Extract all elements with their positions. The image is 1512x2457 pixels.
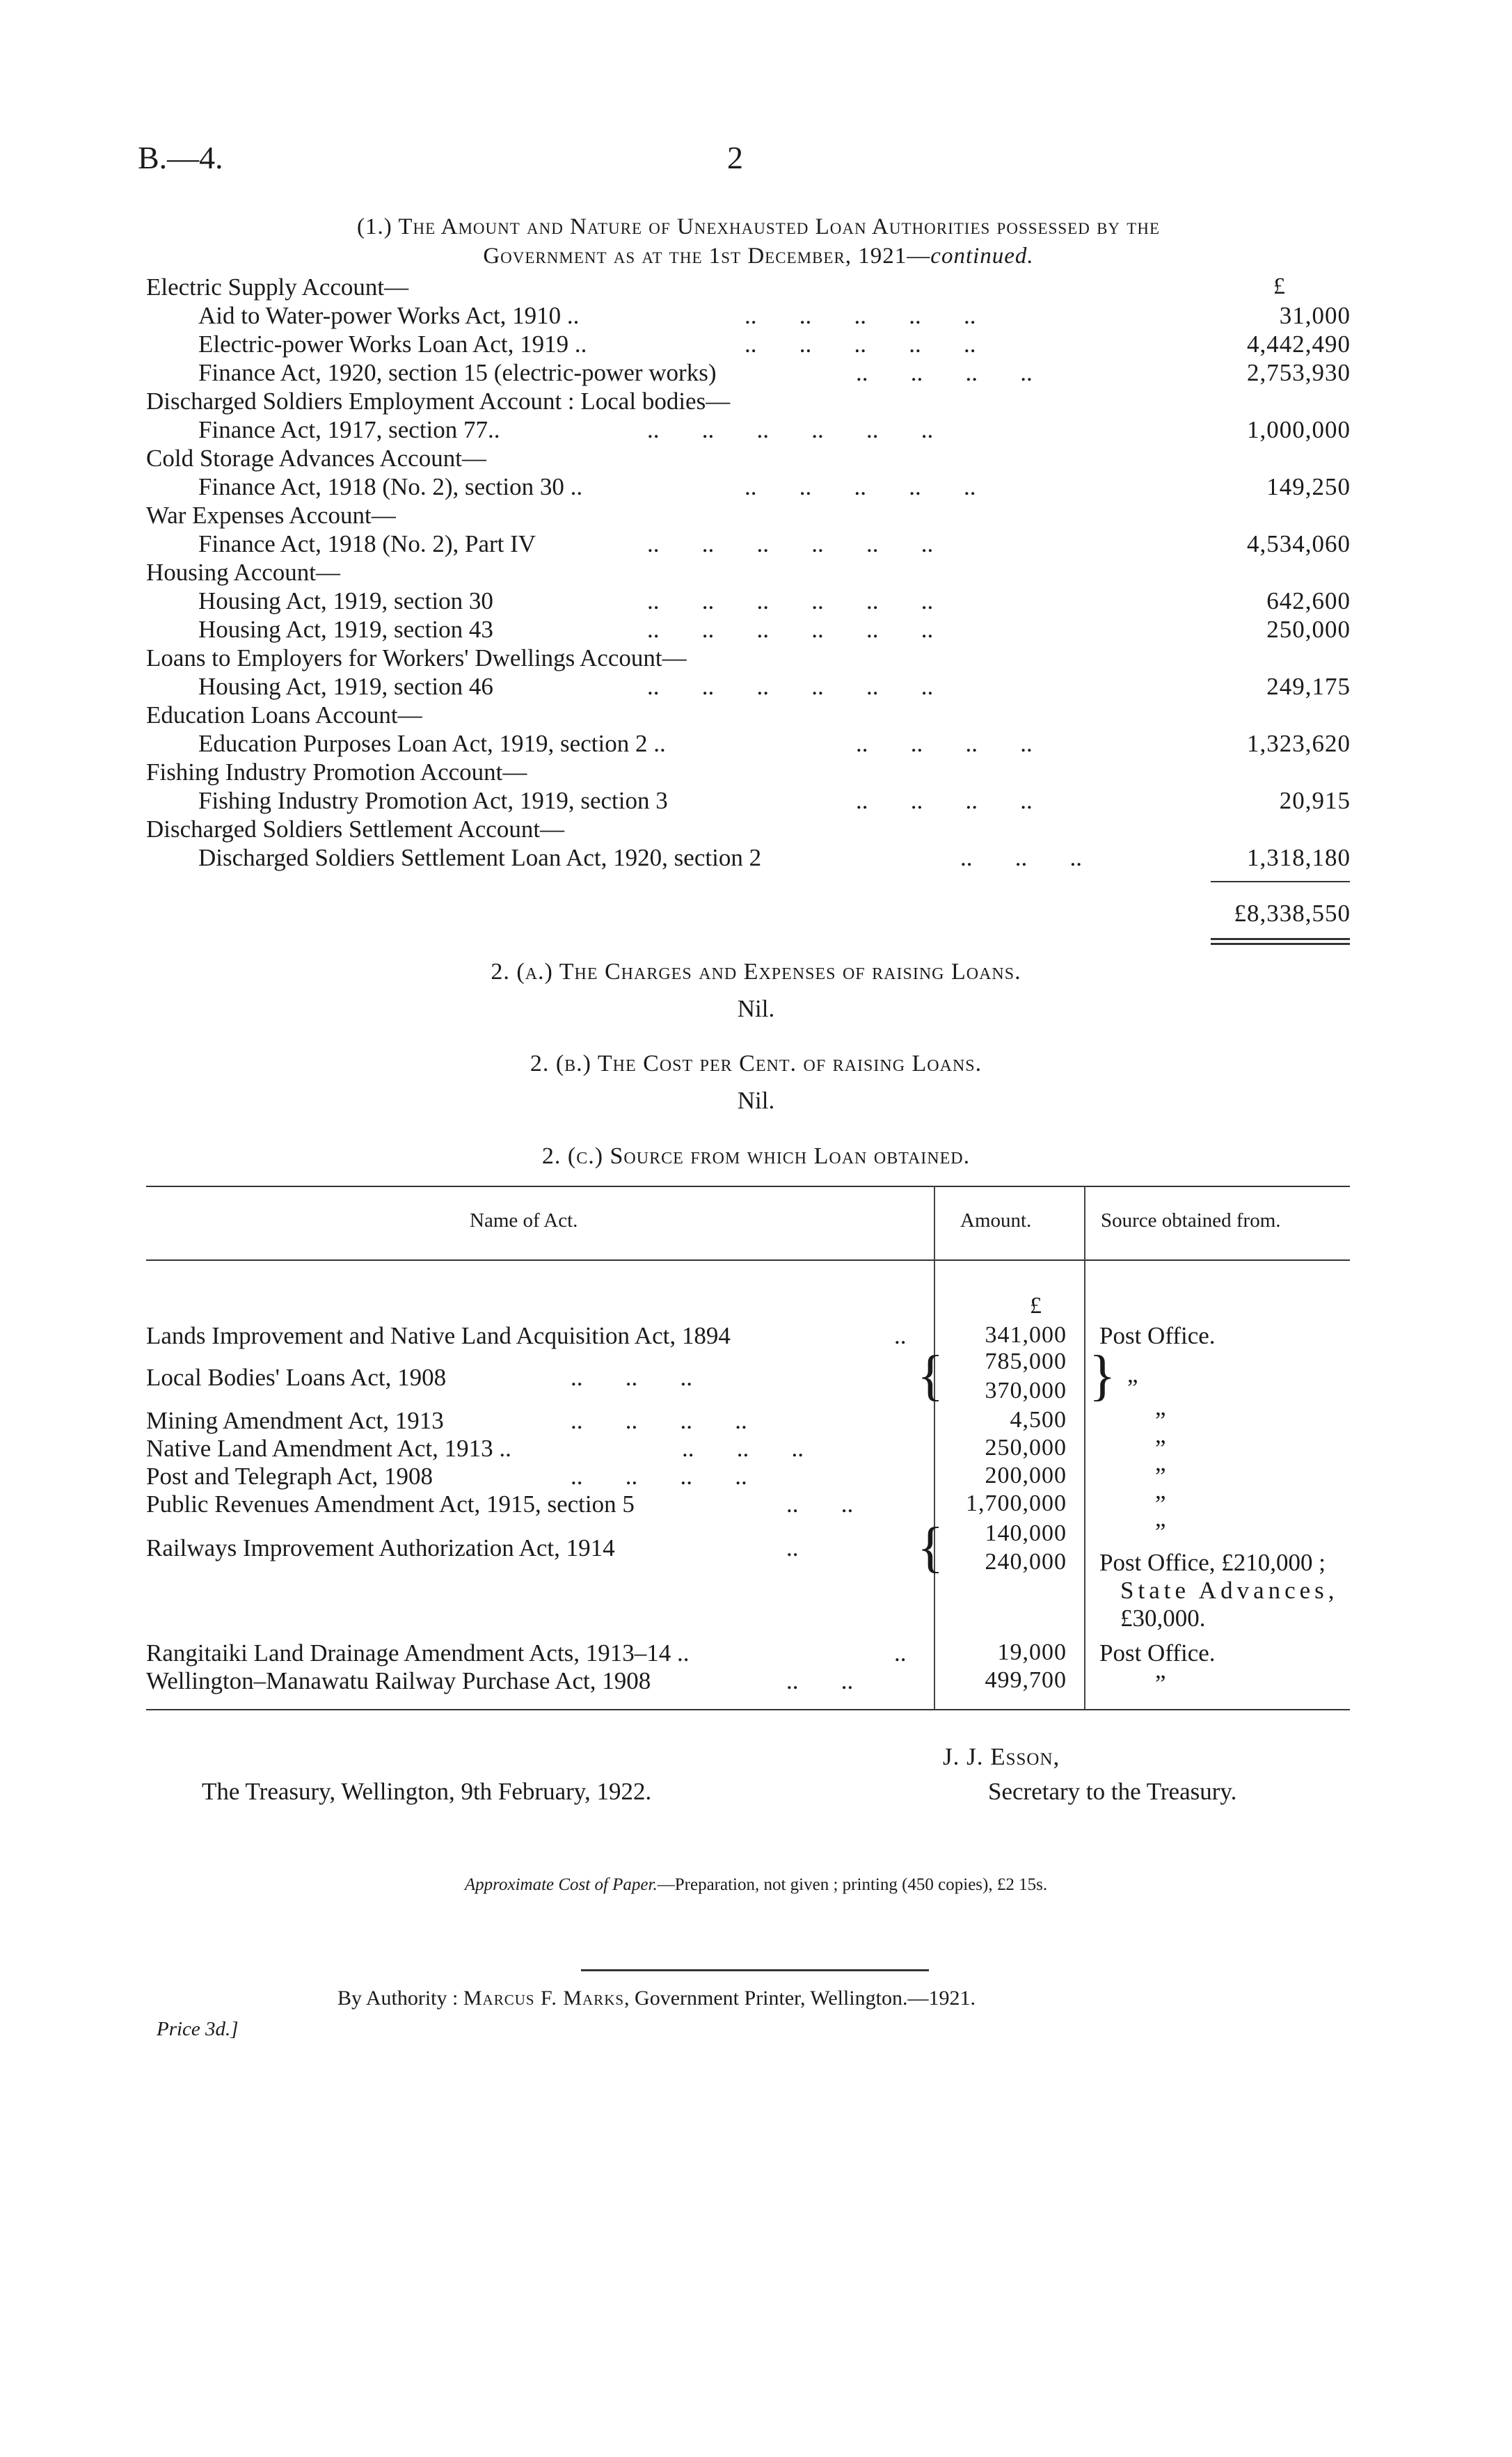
printer-authority — [337, 1987, 976, 2010]
account-heading: War Expenses Account— — [146, 502, 396, 529]
dot-leaders: .. .. .. — [960, 844, 1082, 871]
table-row-amount: 785,000 — [985, 1349, 1067, 1374]
table-row-amount: 370,000 — [985, 1378, 1067, 1404]
dot-leaders: .. .. .. .. .. — [745, 331, 976, 358]
account-item-amount: 250,000 — [1266, 616, 1351, 643]
price: Price 3d.] — [157, 2018, 239, 2040]
table-row-amount: 4,500 — [1010, 1407, 1067, 1433]
table-row-source-detail: State Advances, — [1120, 1577, 1339, 1604]
section-2c-title: 2. (c.) Source from which Loan obtained. — [541, 1143, 971, 1169]
left-brace: { — [917, 1345, 944, 1406]
currency-header: £ — [1273, 273, 1285, 299]
account-item-label: Finance Act, 1917, section 77.. — [198, 416, 500, 443]
account-heading: Education Loans Account— — [146, 701, 422, 729]
table-row-name: Post and Telegraph Act, 1908 — [146, 1463, 433, 1490]
footer-rule — [581, 1969, 929, 1971]
dot-leaders: .. .. .. — [682, 1435, 804, 1462]
table-row-amount: 1,700,000 — [966, 1490, 1067, 1516]
account-item-label: Electric-power Works Loan Act, 1919 .. — [198, 331, 587, 358]
account-item-amount: 249,175 — [1266, 673, 1351, 700]
column-header-name: Name of Act. — [470, 1209, 578, 1232]
section-2b-value: Nil. — [737, 1087, 775, 1114]
account-item-label: Finance Act, 1920, section 15 (electric-power works) — [198, 359, 717, 386]
account-item-amount: 1,318,180 — [1247, 844, 1351, 871]
table-row-source: ” — [1155, 1463, 1166, 1490]
account-item-amount: 1,323,620 — [1247, 730, 1351, 757]
dot-leaders: .. .. .. .. — [856, 359, 1033, 386]
signatory-title: Secretary to the Treasury. — [988, 1778, 1237, 1805]
account-heading: Housing Account— — [146, 559, 341, 586]
account-item-amount: 642,600 — [1266, 587, 1351, 614]
left-brace: { — [917, 1517, 944, 1578]
dot-leaders: .. .. .. .. .. .. — [647, 416, 934, 443]
section-2b-title: 2. (b.) The Cost per Cent. of raising Loans. — [530, 1051, 982, 1076]
place-and-date: The Treasury, Wellington, 9th February, 1922. — [202, 1778, 652, 1805]
table-row-amount: 341,000 — [985, 1322, 1067, 1348]
account-heading: Discharged Soldiers Settlement Account— — [146, 816, 565, 843]
table-row-name: Railways Improvement Authorization Act, 1914 — [146, 1534, 615, 1561]
printer-name: Marcus F. Marks — [463, 1987, 625, 2010]
account-item-label: Fishing Industry Promotion Act, 1919, section 3 — [198, 787, 668, 814]
table-row-amount: 200,000 — [985, 1463, 1067, 1488]
column-divider-1 — [934, 1186, 935, 1709]
grand-total: £8,338,550 — [1234, 900, 1351, 927]
dot-leaders: .. .. .. — [571, 1364, 692, 1391]
table-row-source: ” — [1155, 1518, 1166, 1545]
account-heading: Loans to Employers for Workers' Dwellings Account— — [146, 644, 687, 671]
dot-leaders: .. .. .. .. — [856, 730, 1033, 757]
dot-leaders: .. .. .. .. .. .. — [647, 530, 934, 557]
table-row-name: Mining Amendment Act, 1913 — [146, 1407, 444, 1434]
amount-currency-header: £ — [1030, 1293, 1042, 1319]
page-number: 2 — [727, 140, 743, 175]
table-row-source-detail: £30,000. — [1120, 1605, 1206, 1632]
table-row-name: Native Land Amendment Act, 1913 .. — [146, 1435, 511, 1462]
dot-leaders: .. .. .. .. .. — [745, 302, 976, 329]
table-row-source: ” — [1155, 1490, 1166, 1518]
dot-leaders: .. .. .. .. — [856, 787, 1033, 814]
total-rule — [1211, 881, 1350, 882]
account-item-amount: 31,000 — [1279, 302, 1351, 329]
table-row-source: ” — [1155, 1407, 1166, 1434]
table-row-source: ” — [1127, 1374, 1138, 1401]
paper-cost-text: —Preparation, not given ; printing (450 copies), £2 15s. — [657, 1875, 1048, 1894]
account-item-label: Aid to Water-power Works Act, 1910 .. — [198, 302, 580, 329]
dot-leaders: .. .. .. .. .. .. — [647, 587, 934, 614]
account-item-amount: 4,442,490 — [1247, 331, 1351, 358]
table-row-amount: 19,000 — [997, 1639, 1067, 1665]
dot-leaders: .. .. .. .. .. .. — [647, 673, 934, 700]
authority-prefix: By Authority : — [337, 1987, 459, 2010]
dot-leaders: .. — [786, 1534, 799, 1561]
section1-title-line1: (1.) The Amount and Nature of Unexhausted Loan Authorities possessed by the — [356, 214, 1160, 239]
authority-suffix: , Government Printer, Wellington.—1921. — [624, 1987, 976, 2010]
account-item-amount: 20,915 — [1279, 787, 1351, 814]
account-item-label: Discharged Soldiers Settlement Loan Act, 1920, section 2 — [198, 844, 762, 871]
table-row-name: Rangitaiki Land Drainage Amendment Acts, 1913–14 .. — [146, 1639, 690, 1667]
paper-cost-note — [0, 1875, 1512, 1895]
account-item-label: Education Purposes Loan Act, 1919, section 2 .. — [198, 730, 666, 757]
account-item-amount: 4,534,060 — [1247, 530, 1351, 557]
table-row-name: Local Bodies' Loans Act, 1908 — [146, 1364, 447, 1391]
column-header-amount: Amount. — [960, 1209, 1032, 1232]
account-item-amount: 1,000,000 — [1247, 416, 1351, 443]
table-row-amount: 499,700 — [985, 1667, 1067, 1693]
total-double-rule-top — [1211, 938, 1350, 940]
account-item-label: Finance Act, 1918 (No. 2), section 30 .. — [198, 473, 583, 500]
account-heading: Electric Supply Account— — [146, 273, 409, 301]
account-heading: Cold Storage Advances Account— — [146, 445, 486, 472]
table-row-amount: 140,000 — [985, 1520, 1067, 1546]
column-divider-2 — [1084, 1186, 1085, 1709]
dot-leaders: .. .. — [786, 1667, 854, 1694]
table-top-rule — [146, 1186, 1350, 1187]
dot-leaders: .. .. .. .. .. — [745, 473, 976, 500]
account-item-label: Housing Act, 1919, section 46 — [198, 673, 493, 700]
account-item-label: Housing Act, 1919, section 43 — [198, 616, 493, 643]
table-row-amount: 250,000 — [985, 1435, 1067, 1461]
right-brace: } — [1089, 1345, 1116, 1406]
total-double-rule-bottom — [1211, 943, 1350, 945]
table-row-name: Public Revenues Amendment Act, 1915, section 5 — [146, 1490, 635, 1518]
account-item-amount: 149,250 — [1266, 473, 1351, 500]
column-header-source: Source obtained from. — [1101, 1209, 1281, 1232]
section1-title-line2-main: Government as at the 1st December, 1921— — [483, 244, 931, 269]
account-item-label: Housing Act, 1919, section 30 — [198, 587, 493, 614]
table-bottom-rule — [146, 1709, 1350, 1710]
section1-title — [139, 212, 1378, 271]
paper-cost-label: Approximate Cost of Paper. — [464, 1875, 658, 1894]
table-row-source: Post Office. — [1099, 1322, 1216, 1349]
dot-leaders: .. — [894, 1639, 907, 1667]
dot-leaders: .. .. — [786, 1490, 854, 1518]
dot-leaders: .. .. .. .. — [571, 1463, 747, 1490]
table-row-source: ” — [1155, 1435, 1166, 1462]
section-2a-value: Nil. — [737, 995, 775, 1022]
dot-leaders: .. .. .. .. .. .. — [647, 616, 934, 643]
dot-leaders: .. .. .. .. — [571, 1407, 747, 1434]
dot-leaders: .. — [894, 1322, 907, 1349]
table-row-amount: 240,000 — [985, 1549, 1067, 1575]
account-heading: Discharged Soldiers Employment Account : Local bodies— — [146, 388, 731, 415]
table-row-name: Wellington–Manawatu Railway Purchase Act, 1908 — [146, 1667, 651, 1694]
table-row-name: Lands Improvement and Native Land Acquisition Act, 1894 — [146, 1322, 731, 1349]
table-row-source: Post Office. — [1099, 1639, 1216, 1667]
document-reference: B.—4. — [138, 140, 223, 175]
table-row-source: ” — [1155, 1670, 1166, 1697]
account-item-label: Finance Act, 1918 (No. 2), Part IV — [198, 530, 536, 557]
signatory-name: J. J. Esson, — [943, 1743, 1060, 1770]
section1-title-line2 — [139, 241, 1378, 271]
account-item-amount: 2,753,930 — [1247, 359, 1351, 386]
header-bottom-rule — [146, 1259, 1350, 1261]
table-row-source-detail: Post Office, £210,000 ; — [1099, 1549, 1326, 1576]
section1-title-continued: continued. — [930, 244, 1034, 269]
section-2a-title: 2. (a.) The Charges and Expenses of raising Loans. — [491, 959, 1021, 985]
account-heading: Fishing Industry Promotion Account— — [146, 758, 527, 786]
